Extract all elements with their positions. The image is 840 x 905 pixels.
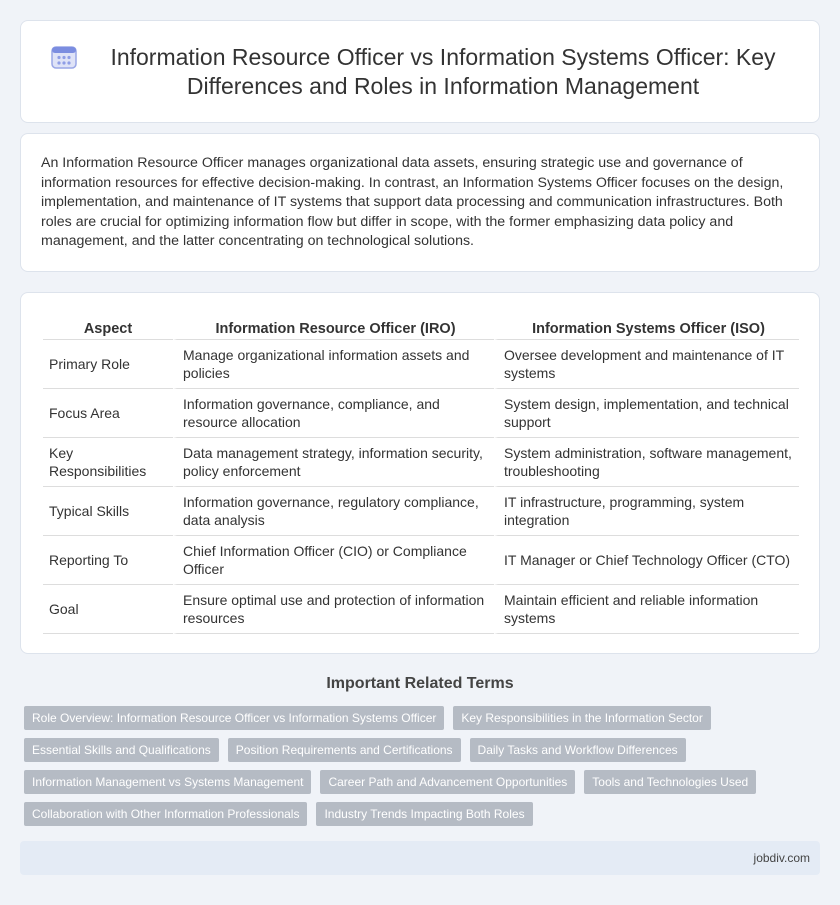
cell-aspect: Focus Area — [43, 389, 173, 438]
cell-aspect: Goal — [43, 585, 173, 634]
calendar-icon — [51, 44, 77, 70]
cell-iso: System administration, software management, troubleshooting — [494, 438, 799, 487]
cell-iro: Ensure optimal use and protection of information resources — [173, 585, 494, 634]
related-term-tag[interactable]: Collaboration with Other Information Professionals — [24, 802, 307, 826]
cell-iro: Manage organizational information assets and policies — [173, 340, 494, 389]
related-term-tag[interactable]: Daily Tasks and Workflow Differences — [470, 738, 686, 762]
related-term-tag[interactable]: Position Requirements and Certifications — [228, 738, 461, 762]
title-card — [20, 20, 820, 123]
related-terms-tags — [24, 706, 824, 834]
related-term-tag[interactable]: Career Path and Advancement Opportunities — [320, 770, 575, 794]
related-term-tag[interactable]: Industry Trends Impacting Both Roles — [316, 802, 532, 826]
tag-row — [24, 770, 824, 794]
comparison-table-card — [20, 292, 820, 654]
related-terms-heading: Important Related Terms — [326, 675, 514, 692]
cell-aspect: Primary Role — [43, 340, 173, 389]
tag-row — [24, 738, 824, 762]
header-iso: Information Systems Officer (ISO) — [494, 313, 799, 340]
table-row — [43, 585, 799, 634]
cell-iso: IT Manager or Chief Technology Officer (CTO) — [494, 536, 799, 585]
cell-iso: Maintain efficient and reliable information systems — [494, 585, 799, 634]
cell-iso: Oversee development and maintenance of IT systems — [494, 340, 799, 389]
table-header-row — [43, 313, 799, 340]
cell-iro: Information governance, regulatory compliance, data analysis — [173, 487, 494, 536]
table-row — [43, 536, 799, 585]
comparison-table — [43, 313, 799, 634]
related-term-tag[interactable]: Essential Skills and Qualifications — [24, 738, 219, 762]
cell-aspect: Typical Skills — [43, 487, 173, 536]
cell-iso: System design, implementation, and technical support — [494, 389, 799, 438]
page-title: Information Resource Officer vs Information Systems Officer: Key Differences and Roles in Information Management — [110, 43, 776, 99]
tag-row — [24, 802, 824, 826]
related-term-tag[interactable]: Information Management vs Systems Management — [24, 770, 311, 794]
cell-aspect: Key Responsibilities — [43, 438, 173, 487]
footer — [20, 841, 820, 875]
tag-row — [24, 706, 824, 730]
table-row — [43, 389, 799, 438]
cell-aspect: Reporting To — [43, 536, 173, 585]
related-term-tag[interactable]: Role Overview: Information Resource Officer vs Information Systems Officer — [24, 706, 444, 730]
cell-iro: Chief Information Officer (CIO) or Compliance Officer — [173, 536, 494, 585]
cell-iro: Information governance, compliance, and resource allocation — [173, 389, 494, 438]
related-term-tag[interactable]: Key Responsibilities in the Information Sector — [453, 706, 710, 730]
cell-iso: IT infrastructure, programming, system integration — [494, 487, 799, 536]
cell-iro: Data management strategy, information security, policy enforcement — [173, 438, 494, 487]
table-row — [43, 487, 799, 536]
header-aspect: Aspect — [43, 313, 173, 340]
header-iro: Information Resource Officer (IRO) — [173, 313, 494, 340]
footer-site-link[interactable]: jobdiv.com — [753, 851, 810, 865]
related-term-tag[interactable]: Tools and Technologies Used — [584, 770, 756, 794]
table-row — [43, 340, 799, 389]
table-row — [43, 438, 799, 487]
intro-paragraph: An Information Resource Officer manages organizational data assets, ensuring strategic use and governance of information resources for effective decision-making. In contrast, an Information Systems Officer focuses on the design, implementation, and maintenance of IT systems that support data processing and communication infrastructures. Both roles are crucial for optimizing information flow but differ in scope, with the former emphasizing data policy and management, and the latter concentrating on technological solutions. — [41, 155, 784, 250]
intro-card — [20, 133, 820, 272]
